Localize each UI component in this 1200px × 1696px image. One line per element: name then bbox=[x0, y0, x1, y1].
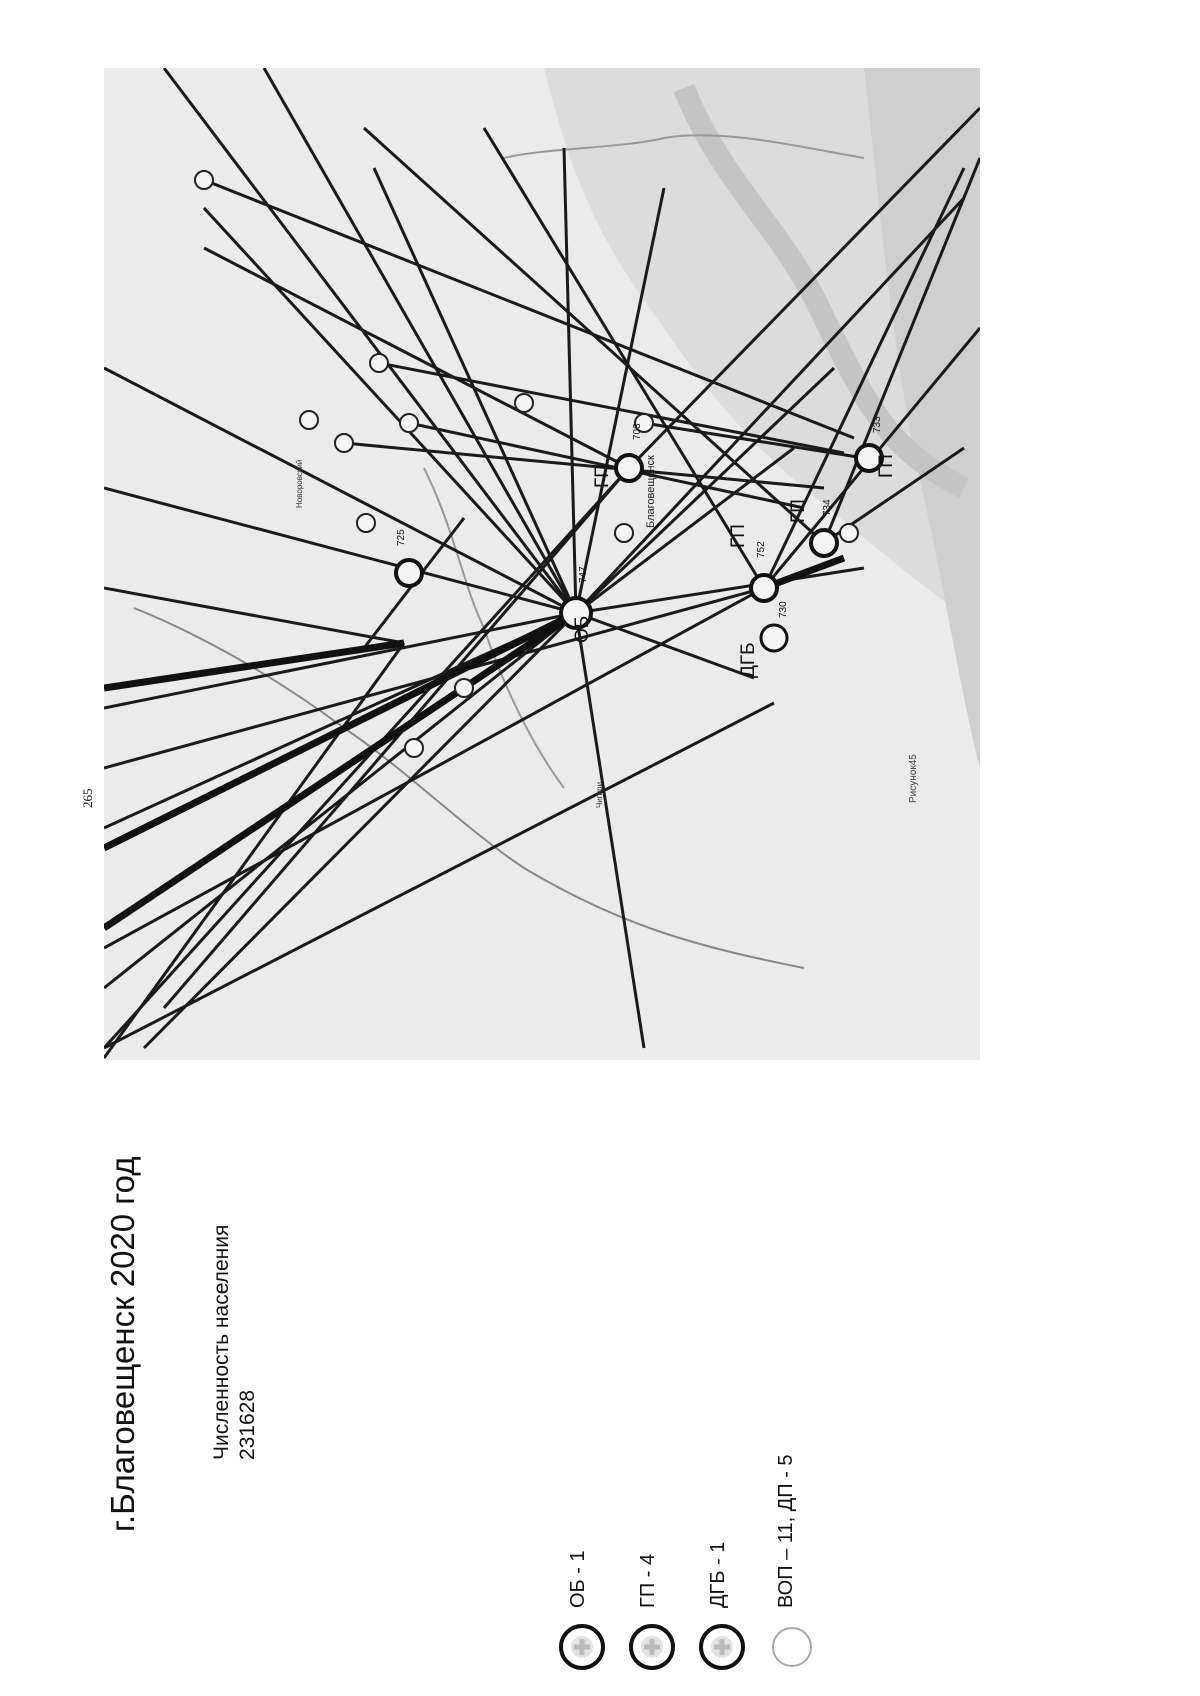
facility-number: 734 bbox=[822, 499, 833, 516]
facility-number: 730 bbox=[778, 601, 789, 618]
page-number: 265 bbox=[80, 788, 95, 808]
ob-label: ОБ bbox=[572, 615, 593, 643]
network-map bbox=[104, 68, 980, 1060]
population-value: 231628 bbox=[236, 1389, 259, 1460]
facility-number: 703 bbox=[632, 423, 643, 440]
gp-label: ГП bbox=[592, 464, 613, 488]
page-title: г.Благовещенск 2020 год bbox=[104, 1156, 141, 1532]
dgb-symbol-icon bbox=[697, 1622, 747, 1672]
population-label: Численность населения bbox=[210, 1224, 233, 1460]
road-name: Новоровский bbox=[295, 459, 304, 508]
figure-caption: Рисунок45 bbox=[908, 754, 919, 803]
gp-label: ГП bbox=[788, 499, 809, 523]
legend-label: ГП - 4 bbox=[637, 1553, 659, 1608]
gp-symbol-icon bbox=[627, 1622, 677, 1672]
facility-number: 752 bbox=[756, 541, 767, 558]
legend-label: ВОП – 11, ДП - 5 bbox=[775, 1454, 797, 1608]
gp-label: ГП bbox=[728, 524, 749, 548]
legend-label: ОБ - 1 bbox=[567, 1550, 589, 1608]
river-name: Чигири bbox=[595, 781, 604, 808]
gp-label: ГП bbox=[876, 454, 897, 478]
dgb-label: ДГБ bbox=[738, 642, 759, 678]
city-name: Благовещенск bbox=[645, 455, 657, 528]
ob-symbol-icon bbox=[557, 1622, 607, 1672]
facility-number: 747 bbox=[578, 566, 589, 583]
vop-symbol-icon bbox=[767, 1622, 817, 1672]
facility-number: 733 bbox=[872, 416, 883, 433]
facility-number: 725 bbox=[396, 529, 407, 546]
legend-label: ДГБ - 1 bbox=[707, 1541, 729, 1608]
